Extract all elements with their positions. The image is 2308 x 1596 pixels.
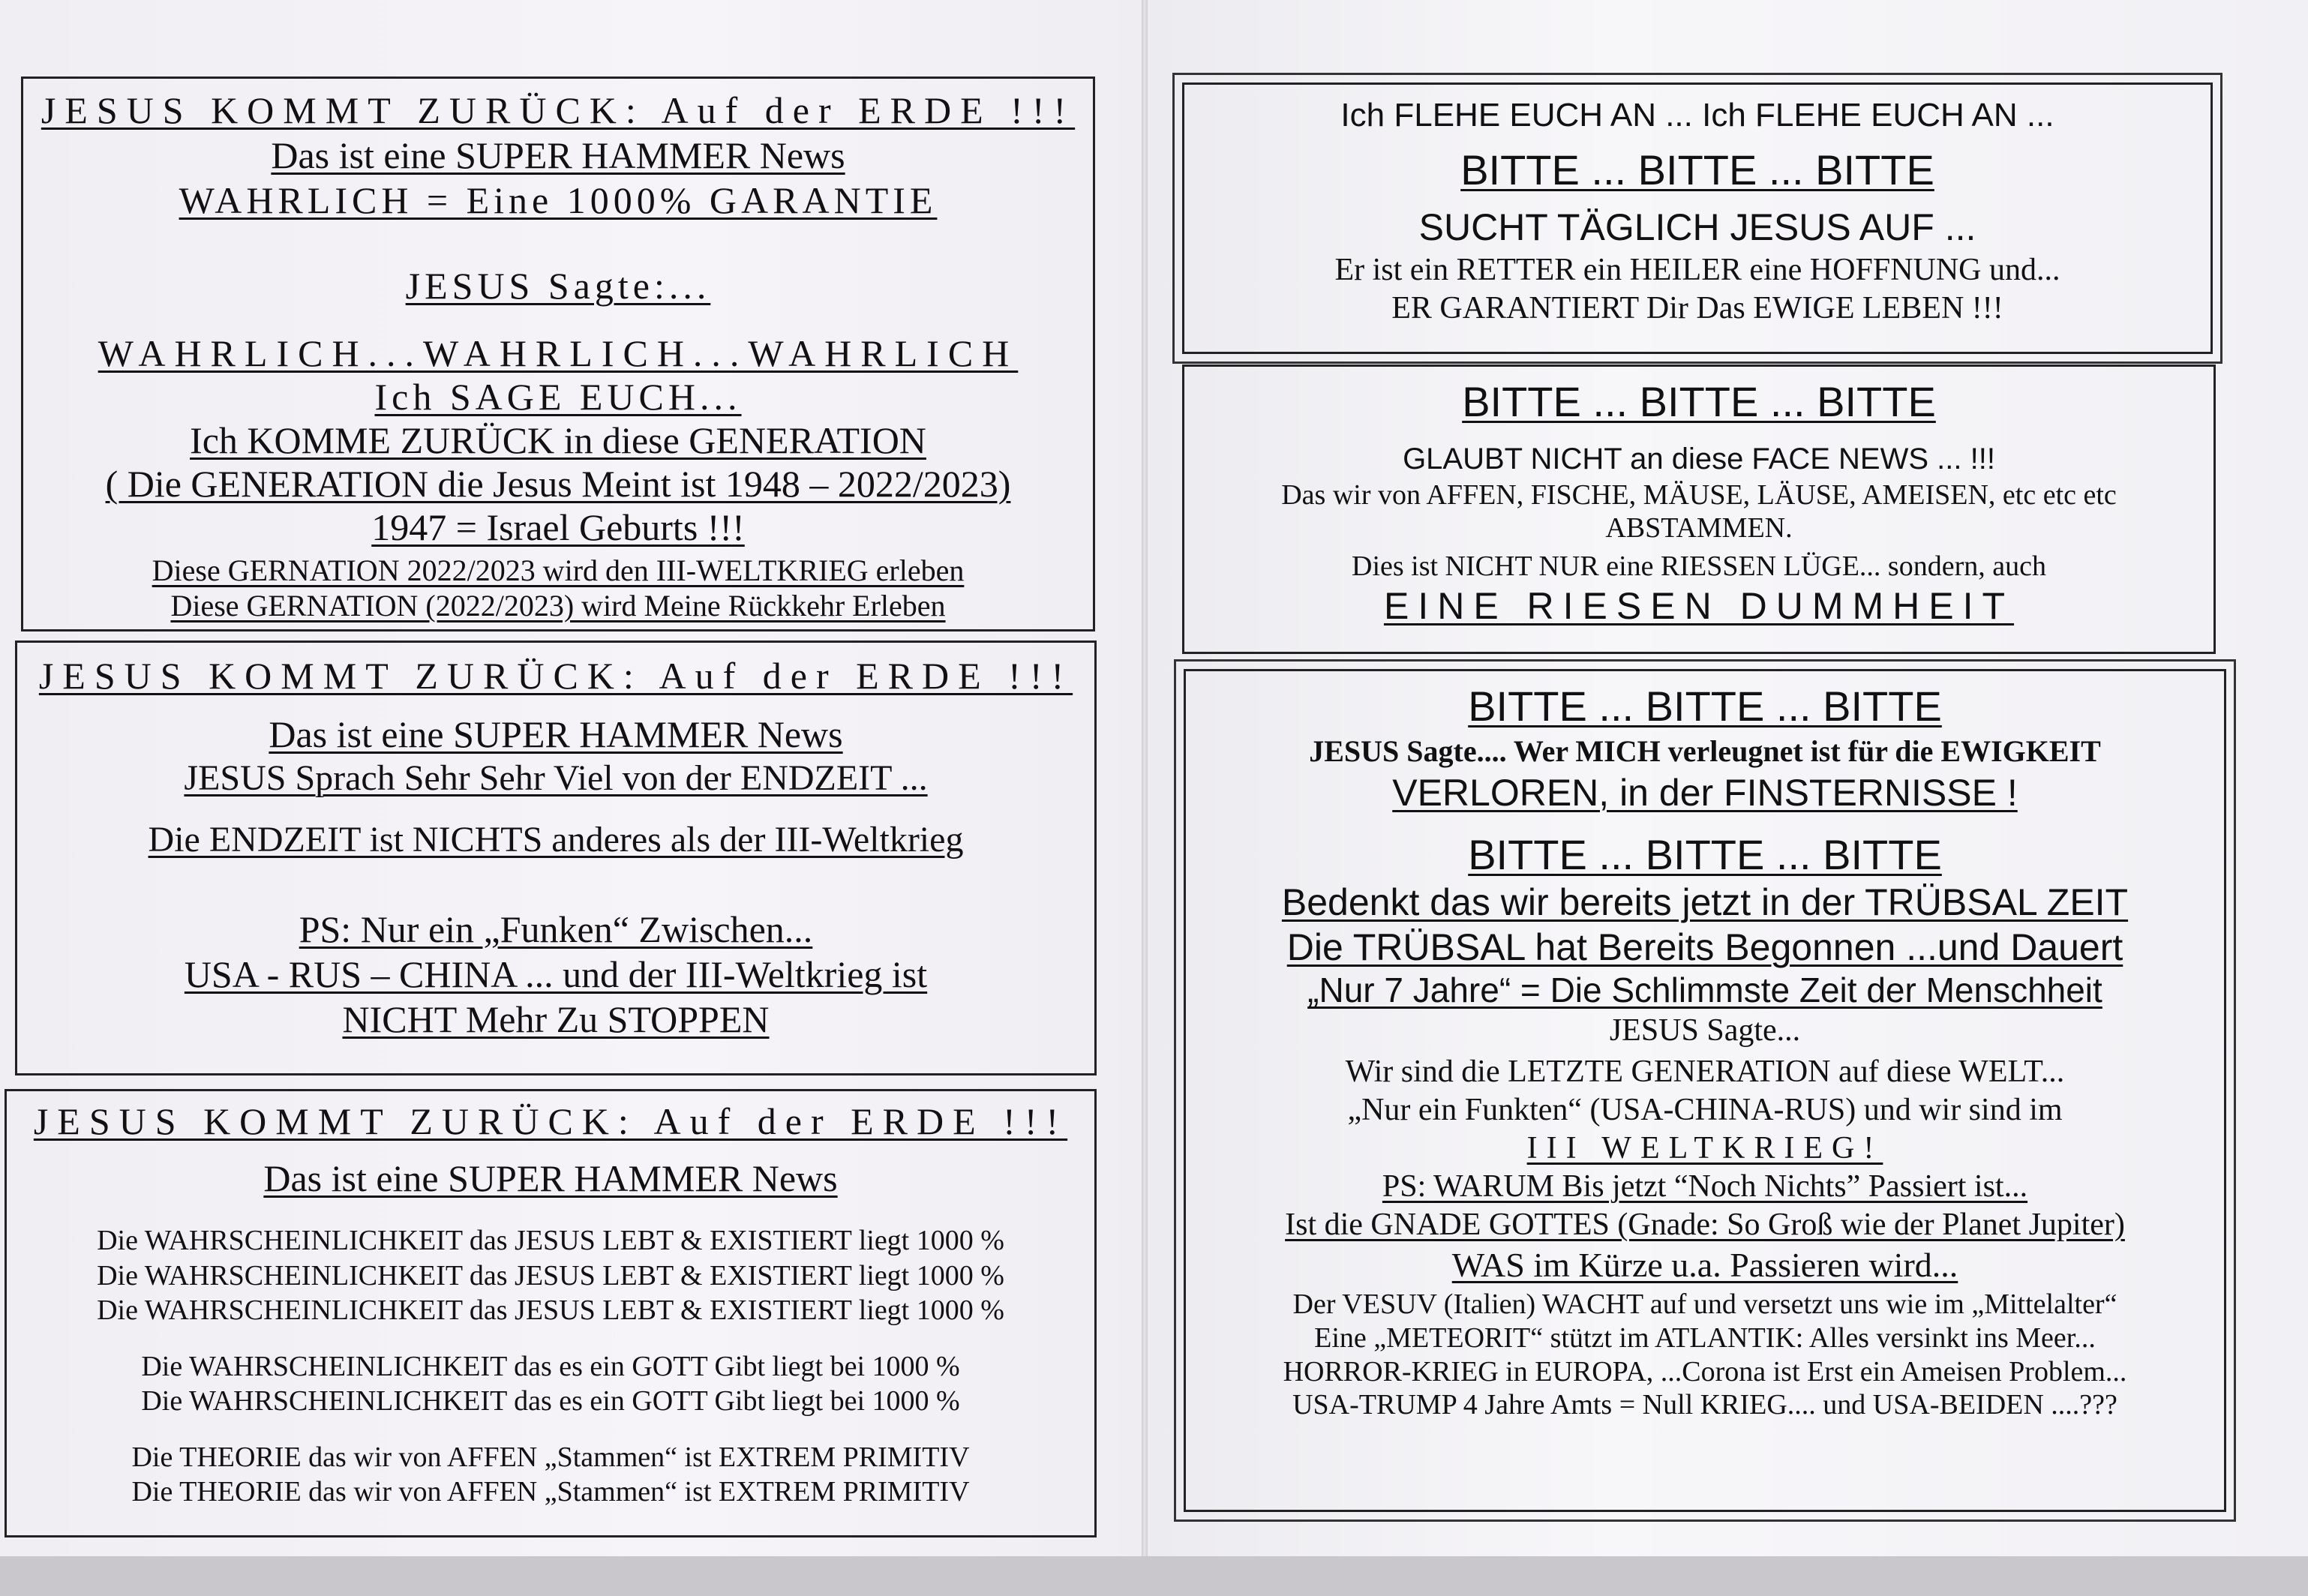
text-line: NICHT Mehr Zu STOPPEN <box>342 998 770 1040</box>
text-line: PS: WARUM Bis jetzt “Noch Nichts” Passiert ist... <box>1382 1168 2028 1204</box>
subheading: Das ist eine SUPER HAMMER News <box>269 713 843 755</box>
text-line: WAS im Kürze u.a. Passieren wird... <box>1451 1245 1958 1284</box>
right-box-1 <box>1182 82 2213 354</box>
right-box-2 <box>1182 364 2216 654</box>
text-line: Eine „METEORIT“ stützt im ATLANTIK: Alles versinkt ins Meer... <box>1314 1322 2096 1354</box>
right-box-3 <box>1184 669 2226 1512</box>
text-line: PS: Nur ein „Funken“ Zwischen... <box>299 908 813 950</box>
text-line: Ich FLEHE EUCH AN ... Ich FLEHE EUCH AN ... <box>1340 97 2054 134</box>
text-line: Der VESUV (Italien) WACHT auf und versetzt uns wie im „Mittelalter“ <box>1292 1288 2117 1321</box>
text-line: EINE RIESEN DUMMHEIT <box>1383 585 2015 628</box>
text-line: Bedenkt das wir bereits jetzt in der TRÜBSAL ZEIT <box>1281 881 2129 924</box>
text-line: III WELTKRIEG! <box>1526 1130 1883 1166</box>
text-line: Die TRÜBSAL hat Bereits Begonnen ...und Dauert <box>1286 926 2123 969</box>
text-line: Ich KOMME ZURÜCK in diese GENERATION <box>190 419 926 461</box>
heading: BITTE ... BITTE ... BITTE <box>1460 146 1934 194</box>
text-line: ( Die GENERATION die Jesus Meint ist 1948 – 2022/2023) <box>105 463 1011 505</box>
subheading: Das ist eine SUPER HAMMER News <box>263 1157 838 1199</box>
text-line: Die WAHRSCHEINLICHKEIT das JESUS LEBT & EXISTIERT liegt 1000 % <box>97 1225 1004 1256</box>
text-line: VERLOREN, in der FINSTERNISSE ! <box>1392 771 2018 814</box>
text-line: JESUS Sprach Sehr Sehr Viel von der ENDZEIT ... <box>184 758 928 798</box>
text-line: USA-TRUMP 4 Jahre Amts = Null KRIEG.... und USA-BEIDEN ....??? <box>1292 1389 2117 1421</box>
text-line: ABSTAMMEN. <box>1605 512 1793 544</box>
text-line: Das wir von AFFEN, FISCHE, MÄUSE, LÄUSE, AMEISEN, etc etc etc <box>1281 478 2117 511</box>
text-line: Ich SAGE EUCH... <box>374 376 742 418</box>
text-line: Die THEORIE das wir von AFFEN „Stammen“ ist EXTREM PRIMITIV <box>131 1441 970 1473</box>
text-line: 1947 = Israel Geburts !!! <box>371 506 745 548</box>
text-line: Die WAHRSCHEINLICHKEIT das JESUS LEBT & EXISTIERT liegt 1000 % <box>97 1294 1004 1327</box>
text-line: Die WAHRSCHEINLICHKEIT das es ein GOTT Gibt liegt bei 1000 % <box>141 1350 960 1382</box>
text-line: Dies ist NICHT NUR eine RIESSEN LÜGE... sondern, auch <box>1352 550 2046 582</box>
subheading: Das ist eine SUPER HAMMER News <box>271 134 845 176</box>
text-line: „Nur 7 Jahre“ = Die Schlimmste Zeit der Menschheit <box>1307 970 2102 1010</box>
text-line: Die WAHRSCHEINLICHKEIT das JESUS LEBT & EXISTIERT liegt 1000 % <box>97 1259 1004 1292</box>
heading: BITTE ... BITTE ... BITTE <box>1462 378 1936 425</box>
text-line: SUCHT TÄGLICH JESUS AUF ... <box>1418 206 1976 248</box>
heading: JESUS KOMMT ZURÜCK: Auf der ERDE !!! <box>33 1100 1068 1142</box>
text-line: JESUS Sagte... <box>1609 1012 1801 1048</box>
text-line: USA - RUS – CHINA ... und der III-Weltkrieg ist <box>184 952 928 995</box>
left-box-1 <box>21 76 1095 632</box>
text-line: „Nur ein Funkten“ (USA-CHINA-RUS) und wir sind im <box>1347 1092 2063 1127</box>
heading: BITTE ... BITTE ... BITTE <box>1468 830 1942 878</box>
text-line: Die THEORIE das wir von AFFEN „Stammen“ ist EXTREM PRIMITIV <box>131 1476 970 1508</box>
text-line: Ist die GNADE GOTTES (Gnade: So Groß wie der Planet Jupiter) <box>1285 1207 2125 1242</box>
text-line: WAHRLICH = Eine 1000% GARANTIE <box>179 179 938 221</box>
text-line: ER GARANTIERT Dir Das EWIGE LEBEN !!! <box>1391 291 2003 326</box>
text-line: Die WAHRSCHEINLICHKEIT das es ein GOTT Gibt liegt bei 1000 % <box>141 1385 960 1418</box>
text-line: WAHRLICH...WAHRLICH...WAHRLICH <box>98 332 1019 374</box>
heading: JESUS KOMMT ZURÜCK: Auf der ERDE !!! <box>38 655 1073 697</box>
text-line: Diese GERNATION (2022/2023) wird Meine Rückkehr Erleben <box>170 588 946 622</box>
text-line: JESUS Sagte.... Wer MICH verleugnet ist für die EWIGKEIT <box>1309 734 2101 768</box>
left-box-2 <box>15 640 1097 1076</box>
table-edge <box>0 1556 2308 1596</box>
text-line: Die ENDZEIT ist NICHTS anderes als der III-Weltkrieg <box>148 819 964 860</box>
text-line: JESUS Sagte:... <box>405 265 711 307</box>
text-line: Er ist ein RETTER ein HEILER eine HOFFNUNG und... <box>1334 252 2060 287</box>
heading: JESUS KOMMT ZURÜCK: Auf der ERDE !!! <box>41 89 1076 131</box>
text-line: GLAUBT NICHT an diese FACE NEWS ... !!! <box>1403 442 1995 476</box>
left-box-3 <box>5 1089 1097 1538</box>
text-line: Wir sind die LETZTE GENERATION auf diese WELT... <box>1345 1054 2065 1089</box>
text-line: Diese GERNATION 2022/2023 wird den III-WELTKRIEG erleben <box>152 554 965 587</box>
page-fold <box>1142 0 1148 1596</box>
text-line: HORROR-KRIEG in EUROPA, ...Corona ist Erst ein Ameisen Problem... <box>1283 1355 2127 1388</box>
heading: BITTE ... BITTE ... BITTE <box>1468 682 1942 730</box>
